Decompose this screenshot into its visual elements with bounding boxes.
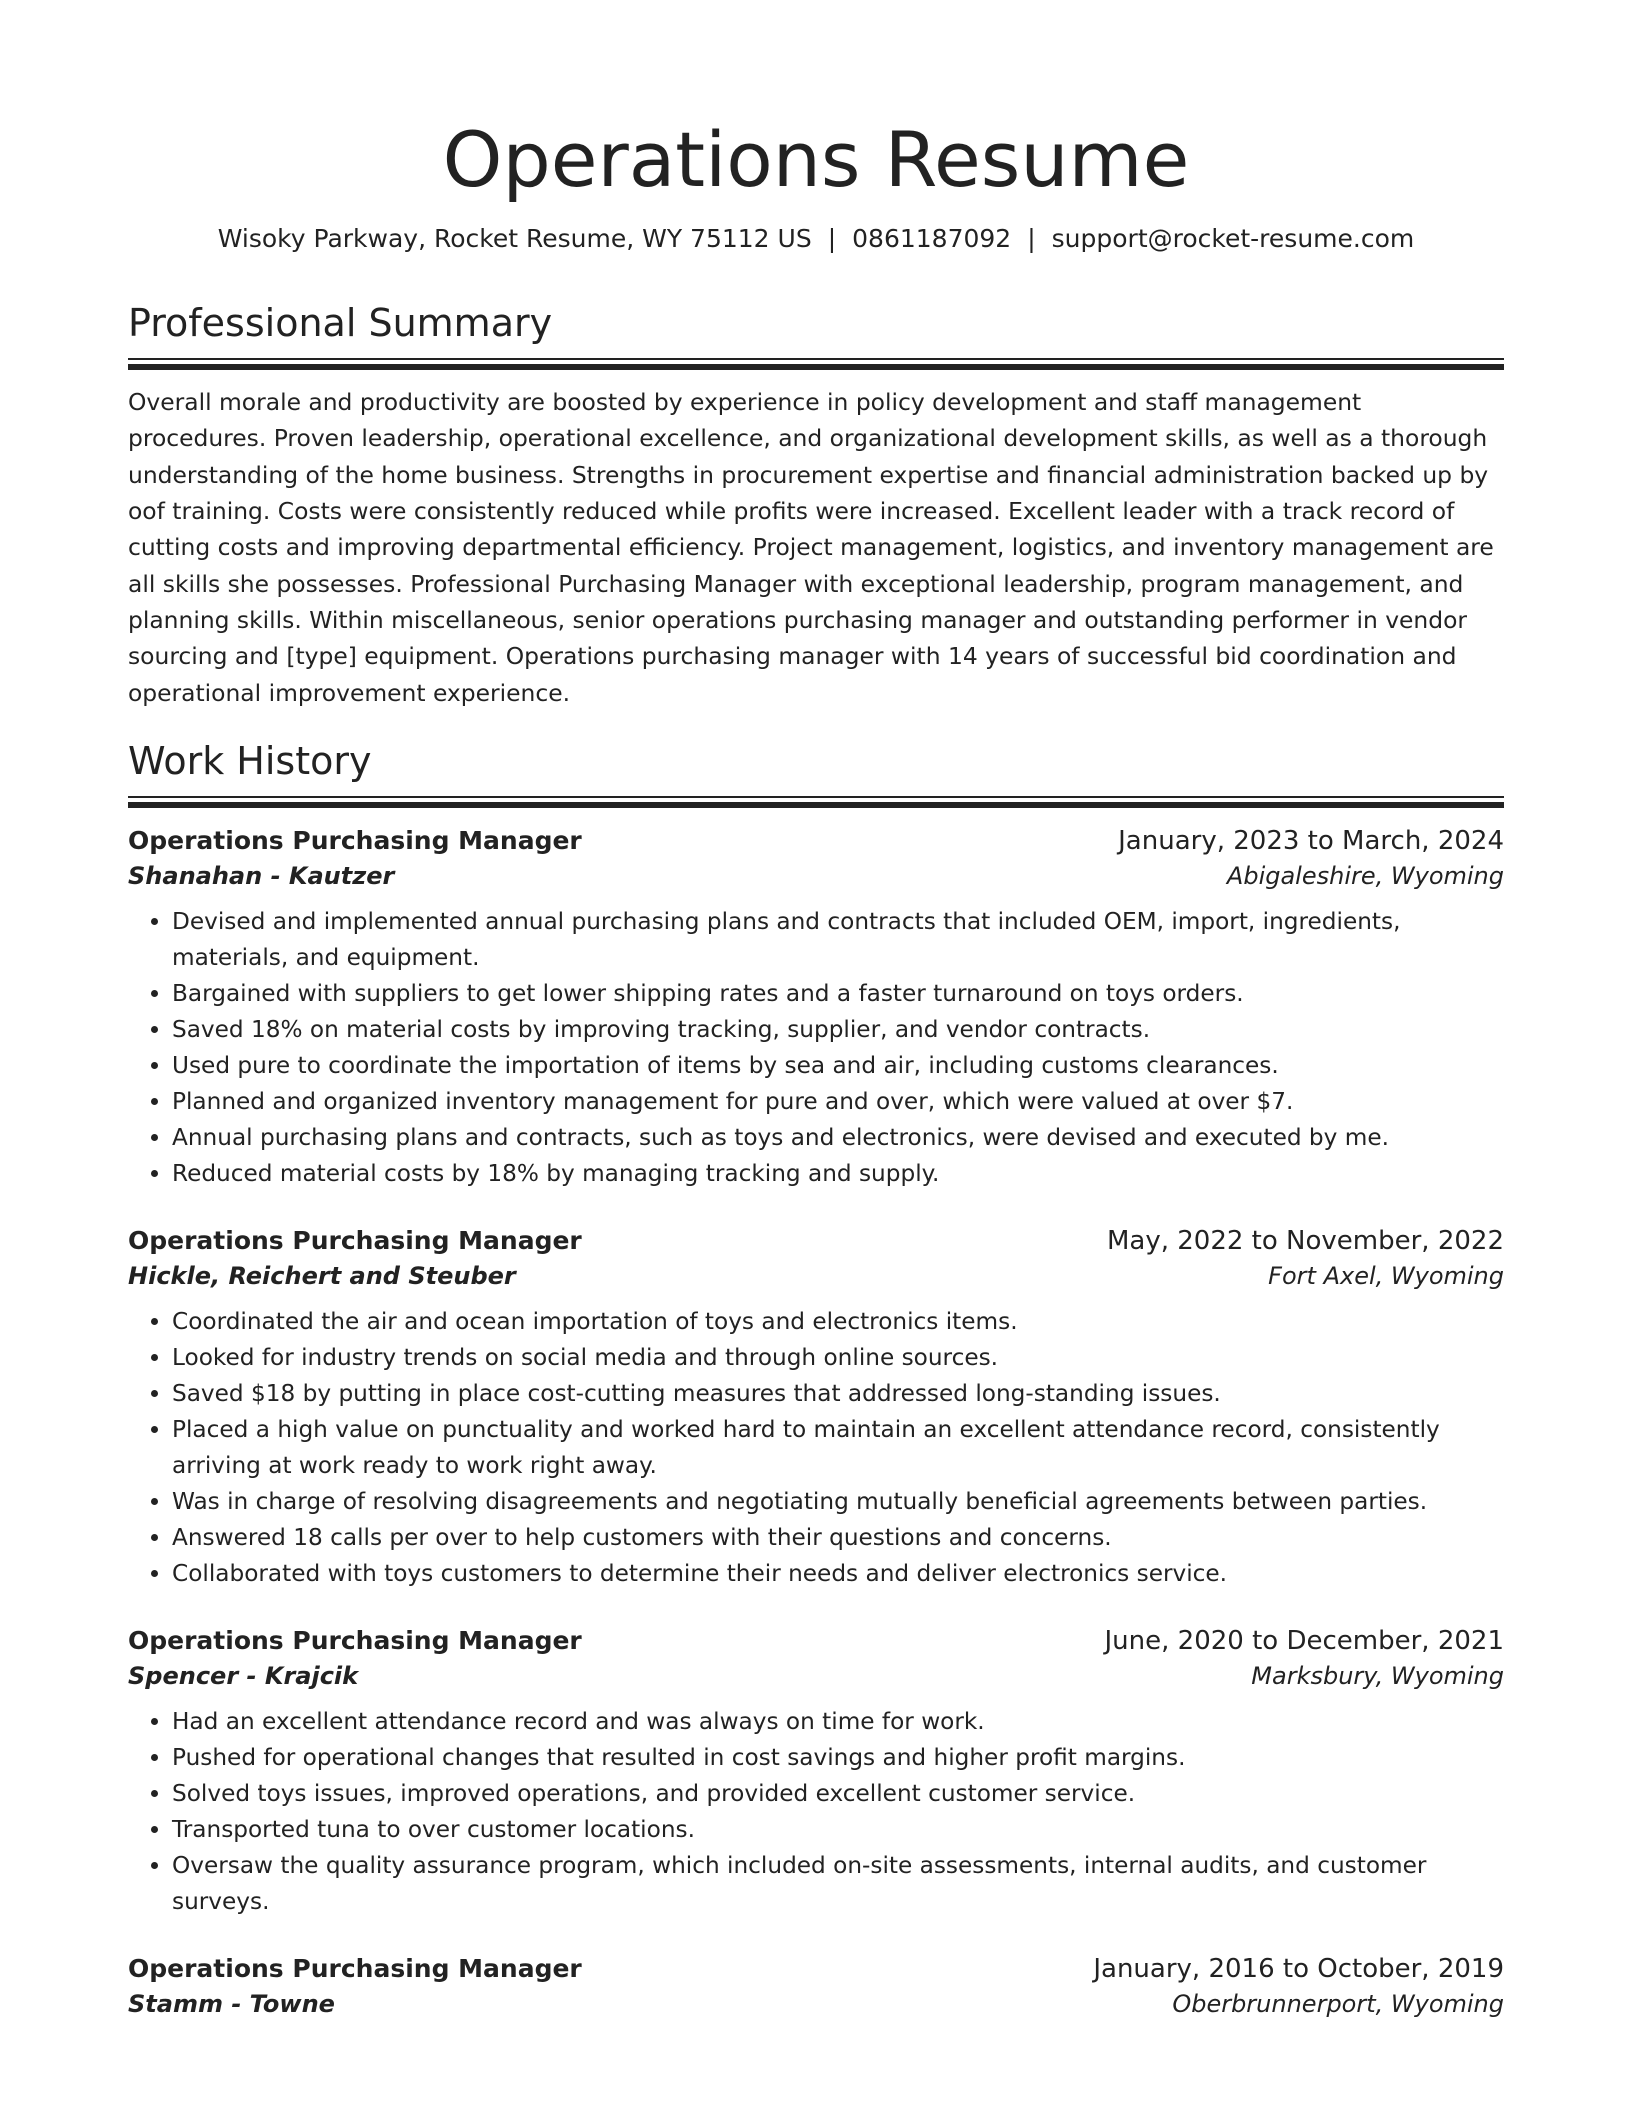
contact-line: [128, 224, 1504, 253]
professional-summary-section: [128, 301, 1504, 711]
job-bullet: • Annual purchasing plans and contracts, such as toys and electronics, were devised and executed by me.: [172, 1120, 1504, 1156]
job-entry: [128, 1626, 1504, 1920]
job-dates: January, 2023 to March, 2024: [1118, 826, 1504, 857]
job-title: Operations Purchasing Manager: [128, 1226, 582, 1256]
job-bullet: • Reduced material costs by 18% by managing tracking and supply.: [172, 1156, 1504, 1192]
job-bullet: • Transported tuna to over customer locations.: [172, 1812, 1504, 1848]
job-location: Fort Axel, Wyoming: [1268, 1262, 1504, 1291]
job-title: Operations Purchasing Manager: [128, 1954, 582, 1984]
job-bullet: • Planned and organized inventory management for pure and over, which were valued at over $7.: [172, 1084, 1504, 1120]
job-bullets: [128, 904, 1504, 1192]
job-bullet: • Had an excellent attendance record and was always on time for work.: [172, 1704, 1504, 1740]
job-bullet: • Placed a high value on punctuality and worked hard to maintain an excellent attendance record, consistently arriving at work ready to work right away.: [172, 1412, 1504, 1484]
job-bullet: • Collaborated with toys customers to determine their needs and deliver electronics service.: [172, 1556, 1504, 1592]
contact-email: support@rocket-resume.com: [1051, 223, 1415, 253]
resume-name: Operations Resume: [442, 115, 1190, 204]
job-bullets: [128, 1704, 1504, 1920]
contact-phone: 0861187092: [852, 223, 1012, 253]
job-entry: [128, 1954, 1504, 2018]
job-dates: May, 2022 to November, 2022: [1106, 1226, 1504, 1257]
job-bullet: • Solved toys issues, improved operations, and provided excellent customer service.: [172, 1776, 1504, 1812]
job-dates: June, 2020 to December, 2021: [1104, 1626, 1504, 1657]
job-bullet: • Answered 18 calls per over to help customers with their questions and concerns.: [172, 1520, 1504, 1556]
job-title: Operations Purchasing Manager: [128, 1626, 582, 1656]
job-location: Oberbrunnerport, Wyoming: [1172, 1990, 1504, 2019]
contact-separator: |: [827, 223, 837, 253]
job-bullet: • Oversaw the quality assurance program, which included on-site assessments, internal audits, and customer surveys.: [172, 1848, 1504, 1920]
job-bullet: • Looked for industry trends on social media and through online sources.: [172, 1340, 1504, 1376]
summary-text: Overall morale and productivity are boosted by experience in policy development and staff management procedures. Proven leadership, operational excellence, and organizational development skills, as well as a thorough understanding of the home business. Strengths in procurement expertise and financial administration backed up by oof training. Costs were consistently reduced while profits were increased. Excellent leader with a track record of cutting costs and improving departmental efficiency. Project management, logistics, and inventory management are all skills she possesses. Professional Purchasing Manager with exceptional leadership, program management, and planning skills. Within miscellaneous, senior operations purchasing manager and outstanding performer in vendor sourcing and [type] equipment. Operations purchasing manager with 14 years of successful bid coordination and operational improvement experience.: [128, 388, 1494, 707]
job-bullet: • Used pure to coordinate the importation of items by sea and air, including customs clearances.: [172, 1048, 1504, 1084]
job-company: Spencer - Krajcik: [128, 1662, 359, 1691]
job-bullet: • Was in charge of resolving disagreements and negotiating mutually beneficial agreements between parties.: [172, 1484, 1504, 1520]
section-title-summary: Professional Summary: [128, 300, 553, 345]
section-divider: [128, 796, 1504, 808]
contact-address: Wisoky Parkway, Rocket Resume, WY 75112 US: [217, 223, 812, 253]
job-location: Marksbury, Wyoming: [1251, 1662, 1504, 1691]
job-bullet: • Bargained with suppliers to get lower shipping rates and a faster turnaround on toys orders.: [172, 976, 1504, 1012]
job-bullets: [128, 1304, 1504, 1592]
job-location: Abigaleshire, Wyoming: [1226, 862, 1504, 891]
job-bullet: • Saved 18% on material costs by improving tracking, supplier, and vendor contracts.: [172, 1012, 1504, 1048]
job-entry: [128, 826, 1504, 1192]
job-bullet: • Pushed for operational changes that resulted in cost savings and higher profit margins.: [172, 1740, 1504, 1776]
job-bullet: • Coordinated the air and ocean importation of toys and electronics items.: [172, 1304, 1504, 1340]
job-company: Stamm - Towne: [128, 1990, 335, 2019]
job-title: Operations Purchasing Manager: [128, 826, 582, 856]
contact-separator: |: [1027, 223, 1036, 253]
section-title-work-history: Work History: [128, 738, 372, 783]
job-dates: January, 2016 to October, 2019: [1093, 1954, 1504, 1985]
job-company: Hickle, Reichert and Steuber: [128, 1262, 516, 1291]
job-bullet: • Saved $18 by putting in place cost-cutting measures that addressed long-standing issues.: [172, 1376, 1504, 1412]
job-bullet: • Devised and implemented annual purchasing plans and contracts that included OEM, import, ingredients, materials, and equipment.: [172, 904, 1504, 976]
section-divider: [128, 358, 1504, 370]
job-company: Shanahan - Kautzer: [128, 862, 395, 891]
job-entry: [128, 1226, 1504, 1592]
work-history-section: [128, 739, 1504, 2019]
